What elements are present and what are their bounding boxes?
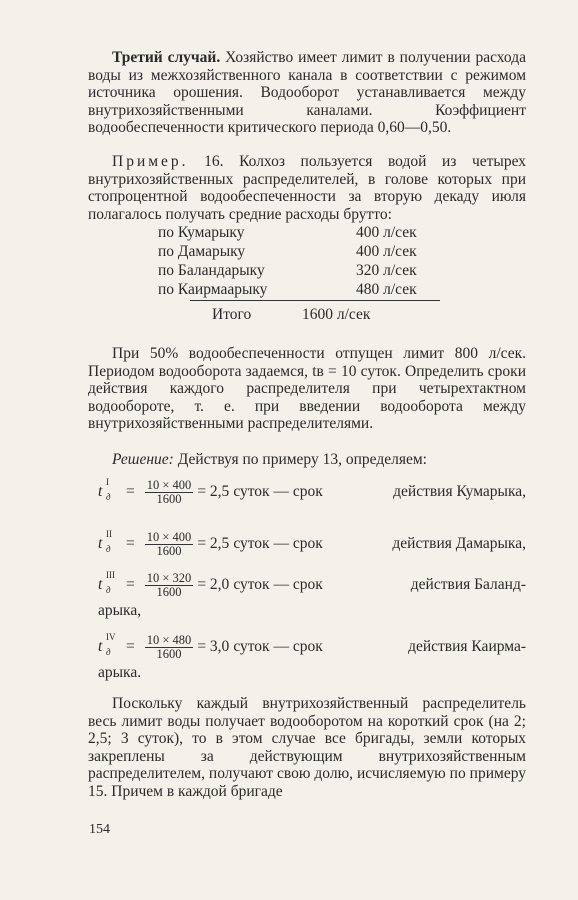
formula-result: = 2,5 [197, 535, 230, 552]
distributor-name: по Дамарыку [158, 243, 246, 260]
formula-var: t [98, 535, 103, 552]
formula-unit: суток — срок [233, 483, 323, 500]
fraction [145, 572, 194, 599]
limit-text: При 50% водообеспеченности отпущен лимит 800 л/сек. Периодом водооборота задаемся, tв = 10 суток. Определить сроки действия каждого распределителя при четырехтактном водообороте, т. е. при введении водооборота между внутрихозяйственными распределителями. [88, 345, 526, 432]
formula-sup: I [106, 477, 109, 487]
distributor-flow: 480 л/сек [356, 281, 417, 298]
table-row [158, 261, 440, 280]
formula-sub: д [106, 585, 111, 595]
distributor-name: по Каирмаарыку [158, 281, 268, 298]
formula-sub: д [106, 544, 111, 554]
example-text: 16. Колхоз пользуется водой из четырех внутрихозяйственных распределителей, в голове которых при стопроцентной водообеспеченности за вторую декаду июля полагалось получать средние расходы брутто: [88, 153, 527, 223]
total-value: 1600 л/сек [302, 306, 371, 323]
formula-result: = 2,5 [197, 483, 230, 500]
formula-kairmaaryk: t IV д = $\frac{10 \times 480}{1600}$ = 3,0 суток — срок действия Каирма- арыка. [98, 632, 526, 681]
formula-result: = 3,0 [197, 638, 230, 655]
formula-continuation: арыка, [98, 602, 142, 619]
formula-var: t [98, 483, 103, 500]
fraction-denominator: 1600 [156, 646, 182, 661]
fraction-numerator: 10 × 320 [146, 570, 192, 585]
formula-var: t [98, 576, 103, 593]
formula-damaryk: t II д = $\frac{10 \times 400}{1600}$ = 2,5 суток — срок действия Дамарыка, [98, 529, 526, 558]
formula-desc: действия Баланд- [410, 576, 526, 593]
distributor-name: по Баландарыку [158, 262, 265, 279]
table-row [158, 280, 440, 299]
formula-sup: II [106, 529, 112, 539]
distributor-name: по Кумарыку [158, 224, 245, 241]
formula-kumaryk: t I д = $\frac{10 \times 400}{1600}$ = 2,5 суток — срок действия Кумарыка, [98, 477, 526, 506]
brigades-text: Поскольку каждый внутрихозяйственный распределитель весь лимит воды получает водооборотом на короткий срок (на 2; 2,5; 3 суток), то в этом случае все бригады, земли которых закреплены за действующим внутрихозяйственным распределителем, получают свою долю, исчисляемую по примеру 15. Причем в каждой бригаде [88, 695, 526, 800]
page-number: 154 [89, 822, 110, 837]
distributor-flow: 400 л/сек [356, 243, 417, 260]
solution-text: Действуя по примеру 13, определяем: [177, 451, 427, 468]
third-case-heading: Третий случай. [112, 49, 221, 66]
formula-unit: суток — срок [233, 576, 323, 593]
paragraph-example-16 [88, 153, 526, 223]
formula-unit: суток — срок [233, 638, 323, 655]
distributor-table [158, 223, 440, 299]
formula-desc: действия Каирма- [408, 638, 526, 655]
table-row [158, 223, 440, 242]
paragraph-solution [88, 451, 526, 469]
table-row [158, 242, 440, 261]
fraction-numerator: 10 × 400 [146, 477, 192, 492]
fraction [145, 531, 194, 558]
formula-sup: III [106, 570, 115, 580]
formula-sub: д [106, 647, 111, 657]
fraction [145, 479, 194, 506]
formula-var: t [98, 638, 103, 655]
formula-sup: IV [106, 632, 116, 642]
table-divider [190, 300, 440, 301]
total-label: Итого [212, 306, 252, 323]
formula-balandaryk: t III д = $\frac{10 \times 320}{1600}$ = 2,0 суток — срок действия Баланд- арыка, [98, 570, 526, 619]
fraction-denominator: 1600 [156, 584, 182, 599]
formula-desc: действия Дамарыка, [392, 535, 526, 552]
distributor-flow: 320 л/сек [356, 262, 417, 279]
example-lead: Пример. [112, 153, 189, 170]
formula-continuation: арыка. [98, 664, 142, 681]
solution-lead: Решение: [112, 451, 174, 468]
fraction-denominator: 1600 [156, 543, 182, 558]
paragraph-third-case [88, 49, 526, 137]
distributor-flow: 400 л/сек [356, 224, 417, 241]
formula-unit: суток — срок [233, 535, 323, 552]
fraction-numerator: 10 × 400 [146, 529, 192, 544]
paragraph-brigades [88, 695, 526, 800]
paragraph-limit [88, 345, 526, 433]
total-row [212, 306, 370, 324]
formula-sub: д [106, 492, 111, 502]
formula-desc: действия Кумарыка, [393, 483, 526, 500]
fraction-denominator: 1600 [156, 491, 182, 506]
fraction [145, 634, 194, 661]
third-case-text: Хозяйство имеет лимит в получении расхода воды из межхозяйственного канала в соответствии с режимом источника орошения. Водооборот устанавливается между внутрихозяйственными каналами. Коэффициент водообеспеченности критического периода 0,60—0,50. [88, 49, 526, 136]
fraction-numerator: 10 × 480 [146, 632, 192, 647]
formula-result: = 2,0 [197, 576, 230, 593]
